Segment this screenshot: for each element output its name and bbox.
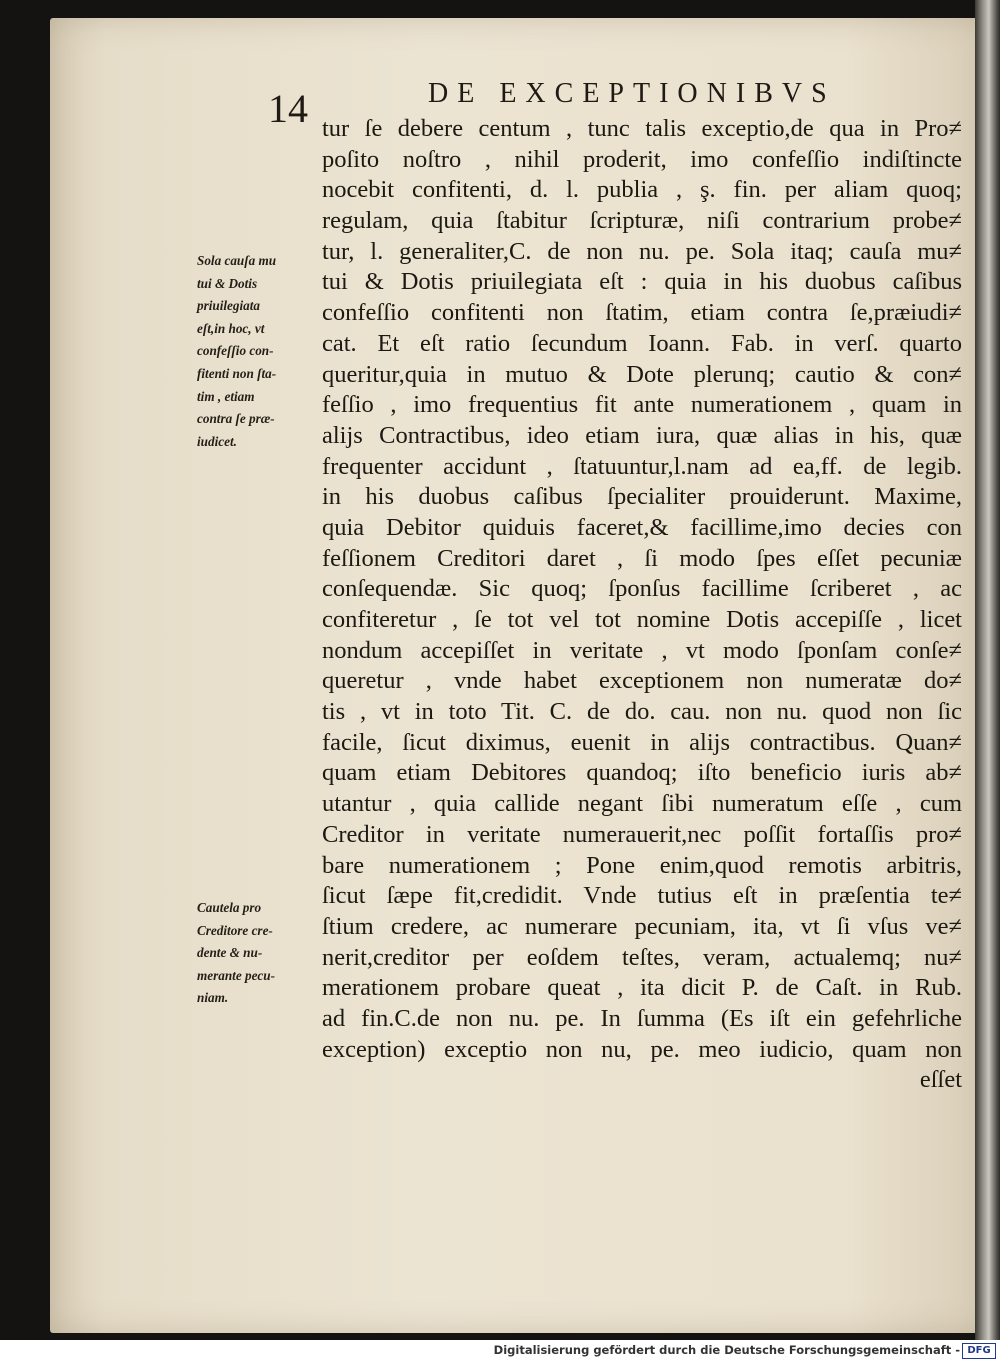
text-line: utantur , quia callide negant ſibi numeratum eſſe , cum	[322, 790, 962, 818]
text-line: ad fin.C.de non nu. pe. In ſumma (Es iſt ein gefehrliche	[322, 1004, 962, 1032]
text-line: tur, l. generaliter,C. de non nu. pe. Sola itaq; cauſa mu≠	[322, 237, 962, 265]
margin-note-line: niam.	[197, 990, 229, 1006]
text-line: nondum accepiſſet in veritate , vt modo ſponſam conſe≠	[322, 636, 962, 664]
page-edge	[975, 0, 1000, 1340]
running-head: DE EXCEPTIONIBVS	[428, 78, 836, 109]
margin-note-line: eſt,in hoc, vt	[197, 320, 265, 336]
margin-note-line: dente & nu-	[197, 945, 263, 961]
text-line: tui & Dotis priuilegiata eſt : quia in his duobus caſibus	[322, 268, 962, 296]
margin-note-line: Sola cauſa mu	[197, 253, 277, 268]
text-line: cat. Et eſt ratio ſecundum Ioann. Fab. in verſ. quarto	[322, 329, 962, 357]
text-line: merationem probare queat , ita dicit P. de Caſt. in Rub.	[322, 974, 962, 1002]
text-line: alijs Contractibus, ideo etiam iura, quæ alias in his, quæ	[322, 421, 962, 449]
text-line: regulam, quia ſtabitur ſcripturæ, niſi contrarium probe≠	[322, 207, 962, 235]
margin-note-line: tim , etiam	[197, 388, 255, 404]
margin-note-line: contra ſe præ-	[197, 411, 275, 427]
text-line: nerit,creditor per eoſdem teſtes, veram, actualemq; nu≠	[322, 943, 962, 971]
funding-credit: Digitalisierung gefördert durch die Deutsche Forschungsgemeinschaft -	[493, 1343, 960, 1357]
catchword: eſſet	[919, 1066, 962, 1094]
text-line: bare numerationem ; Pone enim,quod remotis arbitris,	[322, 851, 962, 879]
margin-note-line: iudicet.	[197, 433, 237, 449]
text-line: nocebit confitenti, d. l. publia , ş. fin. per aliam quoq;	[322, 176, 962, 204]
margin-note	[197, 250, 322, 453]
margin-note-line: fitenti non ſta-	[197, 365, 277, 381]
dfg-logo-icon: DFG	[962, 1343, 996, 1359]
text-line: exception) exceptio non nu, pe. meo iudicio, quam non	[322, 1035, 962, 1063]
text-line: quam etiam Debitores quandoq; iſto beneficio iuris ab≠	[322, 759, 962, 787]
text-line: tis , vt in toto Tit. C. de do. cau. non nu. quod non ſic	[322, 698, 962, 726]
text-line: confiteretur , ſe tot vel tot nomine Dotis accepiſſe , licet	[322, 606, 962, 633]
body-text	[322, 114, 962, 1096]
text-line: tur ſe debere centum , tunc talis exceptio,de qua in Pro≠	[322, 115, 962, 142]
text-line: feſſio , imo frequentius fit ante numerationem , quam in	[322, 391, 962, 419]
text-line: conſequendæ. Sic quoq; ſponſus facillime ſcriberet , ac	[322, 575, 962, 603]
text-line: confeſſio confitenti non ſtatim, etiam contra ſe,præiudi≠	[322, 299, 962, 327]
margin-note-line: confeſſio con-	[197, 343, 274, 359]
text-line: facile, ſicut diximus, euenit in alijs contractibus. Quan≠	[322, 728, 962, 756]
text-line: queritur,quia in mutuo & Dote plerunq; cautio & con≠	[322, 360, 962, 388]
margin-note-line: tui & Dotis	[197, 275, 258, 291]
page-number: 14	[268, 86, 308, 131]
text-line: queretur , vnde habet exceptionem non numeratæ do≠	[322, 667, 962, 695]
text-line: quia Debitor quiduis faceret,& facillime,imo decies con	[322, 513, 962, 541]
margin-note-line: Cautela pro	[197, 900, 262, 915]
margin-note-line: Creditore cre-	[197, 922, 273, 938]
text-line: Creditor in veritate numerauerit,nec poſſit fortaſſis pro≠	[322, 820, 962, 848]
text-line: ſicut ſæpe fit,credidit. Vnde tutius eſt in præſentia te≠	[322, 882, 962, 910]
footer-bar	[0, 1340, 1000, 1361]
text-line: frequenter accidunt , ſtatuuntur,l.nam ad ea,ff. de legib.	[322, 452, 962, 480]
text-line: ſtium credere, ac numerare pecuniam, ita, vt ſi vſus ve≠	[322, 912, 962, 940]
margin-note-line: merante pecu-	[197, 967, 276, 983]
text-line: poſito noſtro , nihil proderit, imo confeſſio indiſtincte	[322, 145, 962, 173]
margin-note-line: priuilegiata	[197, 298, 261, 314]
text-line: feſſionem Creditori daret , ſi modo ſpes eſſet pecuniæ	[322, 544, 962, 572]
text-line: in his duobus caſibus ſpecialiter prouiderunt. Maxime,	[322, 483, 962, 511]
margin-note	[197, 897, 322, 1010]
